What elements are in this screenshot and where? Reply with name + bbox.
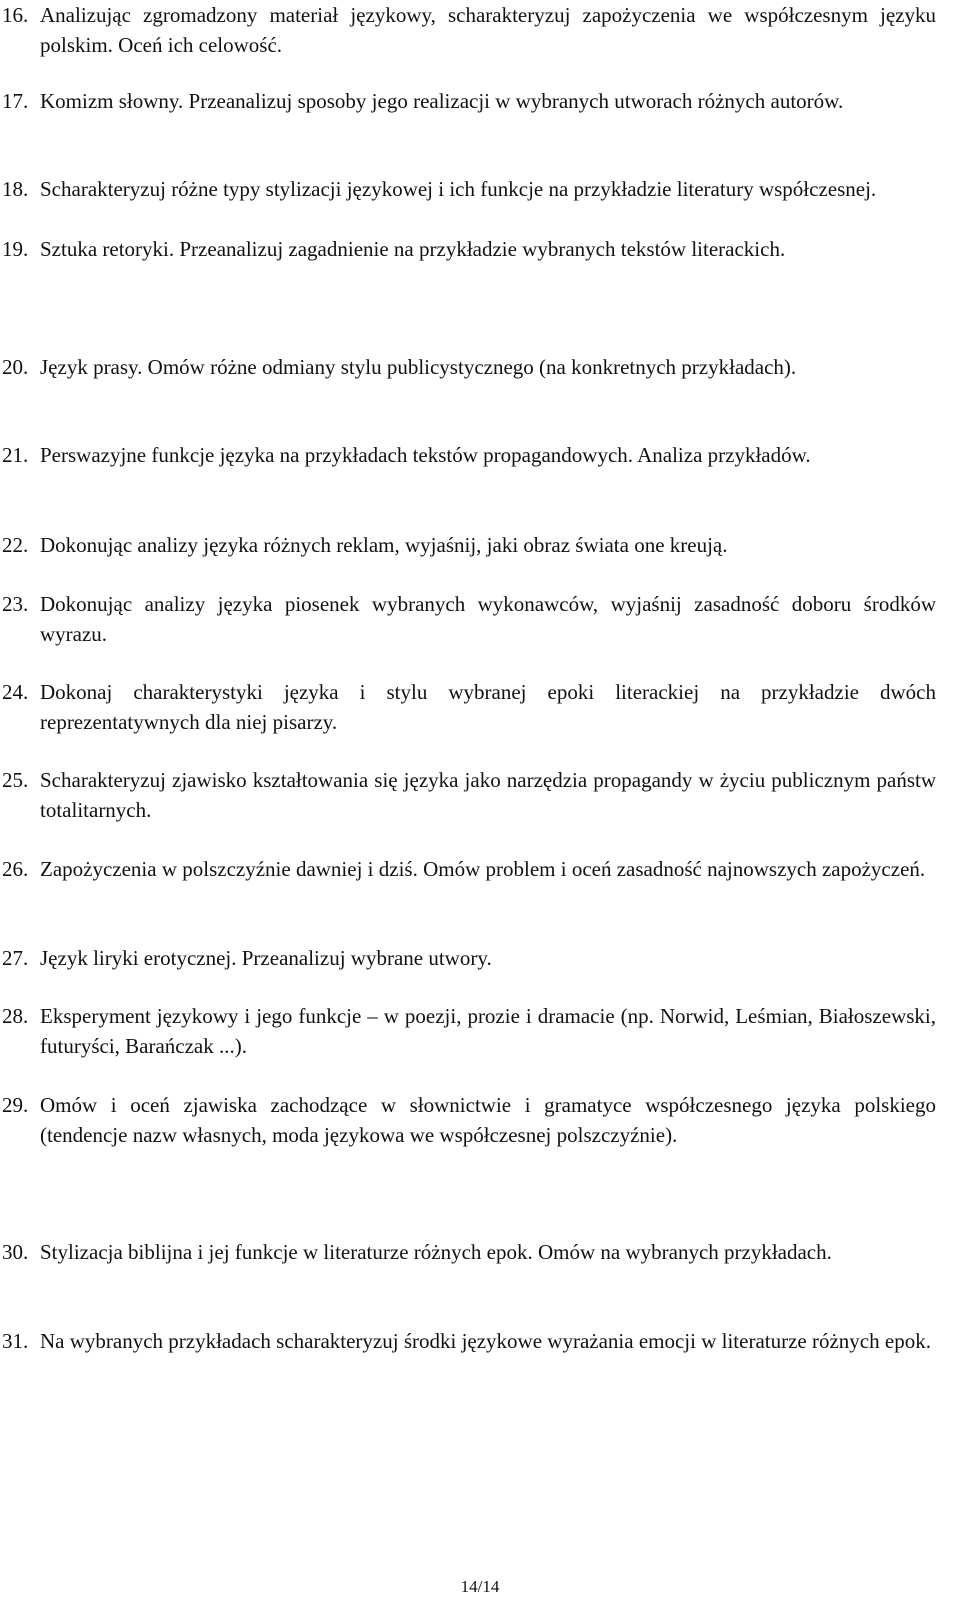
item-text: Omów i oceń zjawiska zachodzące w słownictwie i gramatyce współczesnego języka polskiego (tendencje nazw własnych, moda językowa we współczesnej polszczyźnie). xyxy=(40,1093,936,1147)
item-number: 31. xyxy=(2,1329,29,1353)
item-number: 16. xyxy=(2,3,29,27)
item-text: Język prasy. Omów różne odmiany stylu publicystycznego (na konkretnych przykładach). xyxy=(40,355,797,379)
item-number: 28. xyxy=(2,1004,29,1028)
item-text: Język liryki erotycznej. Przeanalizuj wybrane utwory. xyxy=(40,946,492,970)
item-number: 27. xyxy=(2,946,29,970)
item-number: 19. xyxy=(2,237,29,261)
item-text: Dokonując analizy języka różnych reklam, wyjaśnij, jaki obraz świata one kreują. xyxy=(40,533,728,557)
item-text: Eksperyment językowy i jego funkcje – w poezji, prozie i dramacie (np. Norwid, Leśmian, Białoszewski, futuryści, Barańczak ...). xyxy=(40,1004,936,1058)
item-number: 21. xyxy=(2,443,29,467)
page-number: 14/14 xyxy=(460,1577,500,1596)
item-text: Scharakteryzuj zjawisko kształtowania się języka jako narzędzia propagandy w życiu publicznym państw totalitarnych. xyxy=(40,768,936,822)
item-text: Sztuka retoryki. Przeanalizuj zagadnienie na przykładzie wybranych tekstów literackich. xyxy=(40,237,786,261)
item-text: Na wybranych przykładach scharakteryzuj środki językowe wyrażania emocji w literaturze różnych epok. xyxy=(40,1329,931,1353)
item-text: Analizując zgromadzony materiał językowy, scharakteryzuj zapożyczenia we współczesnym języku polskim. Oceń ich celowość. xyxy=(40,3,936,57)
item-text: Komizm słowny. Przeanalizuj sposoby jego realizacji w wybranych utworach różnych autorów. xyxy=(40,89,844,113)
item-number: 20. xyxy=(2,355,29,379)
item-number: 18. xyxy=(2,177,29,201)
item-text: Perswazyjne funkcje języka na przykładach tekstów propagandowych. Analiza przykładów. xyxy=(40,443,811,467)
item-number: 30. xyxy=(2,1240,29,1264)
item-text: Zapożyczenia w polszczyźnie dawniej i dziś. Omów problem i oceń zasadność najnowszych zapożyczeń. xyxy=(40,857,926,881)
item-text: Dokonaj charakterystyki języka i stylu wybranej epoki literackiej na przykładzie dwóch reprezentatywnych dla niej pisarzy. xyxy=(40,680,936,734)
item-number: 29. xyxy=(2,1093,29,1117)
item-text: Dokonując analizy języka piosenek wybranych wykonawców, wyjaśnij zasadność doboru środków wyrazu. xyxy=(40,592,936,646)
item-number: 26. xyxy=(2,857,29,881)
item-number: 17. xyxy=(2,89,29,113)
item-number: 24. xyxy=(2,680,29,704)
item-text: Stylizacja biblijna i jej funkcje w literaturze różnych epok. Omów na wybranych przykładach. xyxy=(40,1240,832,1264)
item-text: Scharakteryzuj różne typy stylizacji językowej i ich funkcje na przykładzie literatury współczesnej. xyxy=(40,177,877,201)
item-number: 22. xyxy=(2,533,29,557)
item-number: 25. xyxy=(2,768,29,792)
item-number: 23. xyxy=(2,592,29,616)
